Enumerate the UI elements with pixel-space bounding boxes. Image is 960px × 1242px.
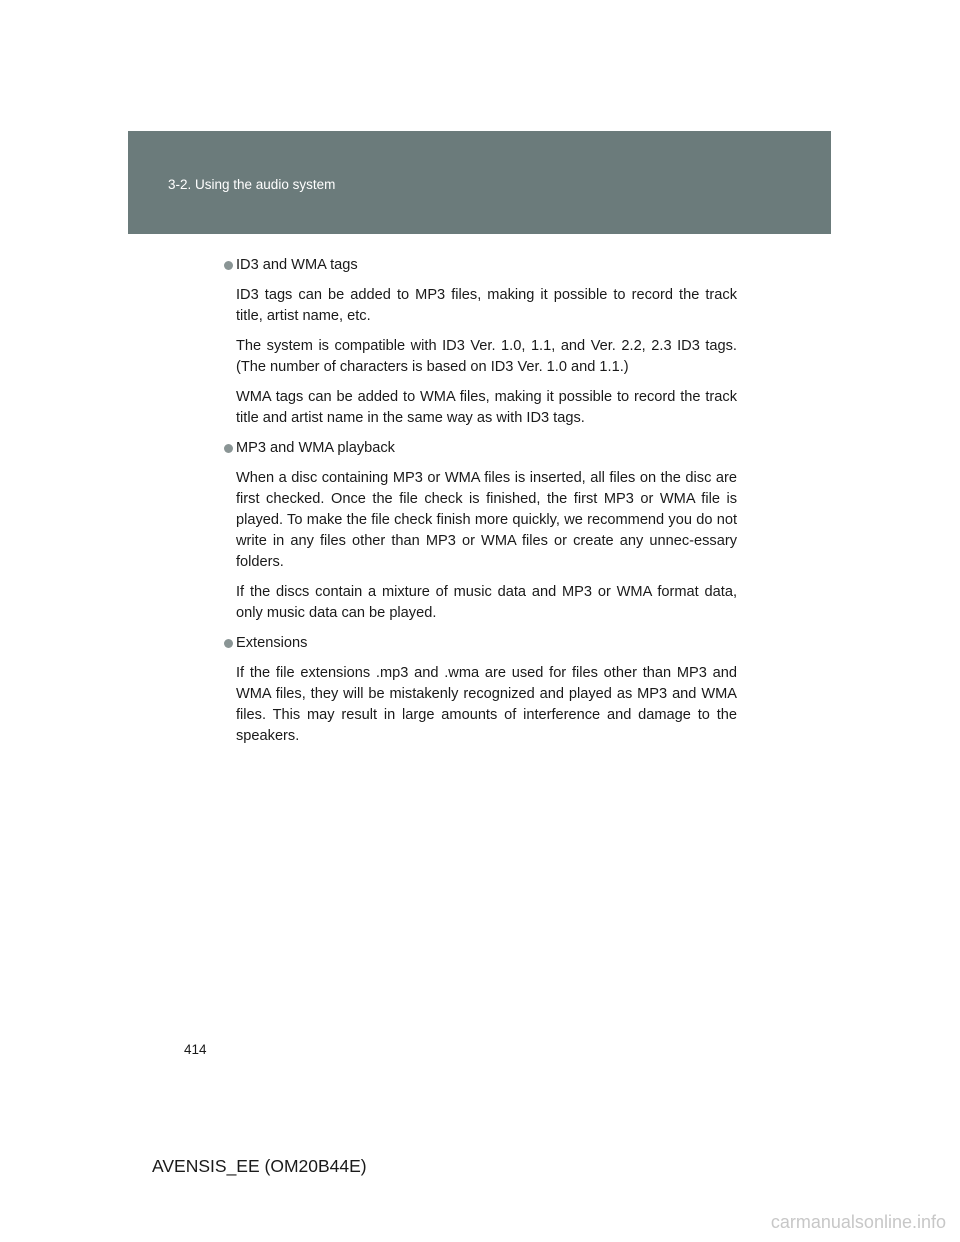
paragraph: The system is compatible with ID3 Ver. 1.0, 1.1, and Ver. 2.2, 2.3 ID3 tags. (The number of characters is based on ID3 Ver. 1.0 and 1.1.) xyxy=(236,338,737,375)
section-heading-extensions xyxy=(224,633,737,654)
main-content xyxy=(236,255,737,756)
paragraph: When a disc containing MP3 or WMA files is inserted, all files on the disc are first checked. Once the file check is finished, the first MP3 or WMA file is played. To make the file check finish more quickly, we recommend you do not write in any files other than MP3 or WMA files or create any unnec-essary folders. xyxy=(236,470,737,570)
section-heading-mp3-wma-playback xyxy=(224,438,737,459)
section-heading-id3-wma-tags xyxy=(224,255,737,276)
paragraph: WMA tags can be added to WMA files, making it possible to record the track title and artist name in the same way as with ID3 tags. xyxy=(236,389,737,426)
page-number: 414 xyxy=(184,1042,207,1057)
paragraph: If the file extensions .mp3 and .wma are used for files other than MP3 and WMA files, they will be mistakenly recognized and played as MP3 and WMA files. This may result in large amounts of interference and damage to the speakers. xyxy=(236,665,737,744)
document-code: AVENSIS_EE (OM20B44E) xyxy=(152,1156,367,1176)
paragraph: ID3 tags can be added to MP3 files, making it possible to record the track title, artist name, etc. xyxy=(236,287,737,324)
circle-bullet-icon xyxy=(224,261,233,270)
section-title: 3-2. Using the audio system xyxy=(168,177,336,192)
section-header-band xyxy=(128,131,831,234)
circle-bullet-icon xyxy=(224,444,233,453)
section-heading-text: ID3 and WMA tags xyxy=(236,257,358,273)
section-heading-text: MP3 and WMA playback xyxy=(236,440,395,456)
paragraph: If the discs contain a mixture of music data and MP3 or WMA format data, only music data can be played. xyxy=(236,584,737,621)
section-heading-text: Extensions xyxy=(236,635,308,651)
circle-bullet-icon xyxy=(224,639,233,648)
watermark: carmanualsonline.info xyxy=(770,1212,946,1232)
